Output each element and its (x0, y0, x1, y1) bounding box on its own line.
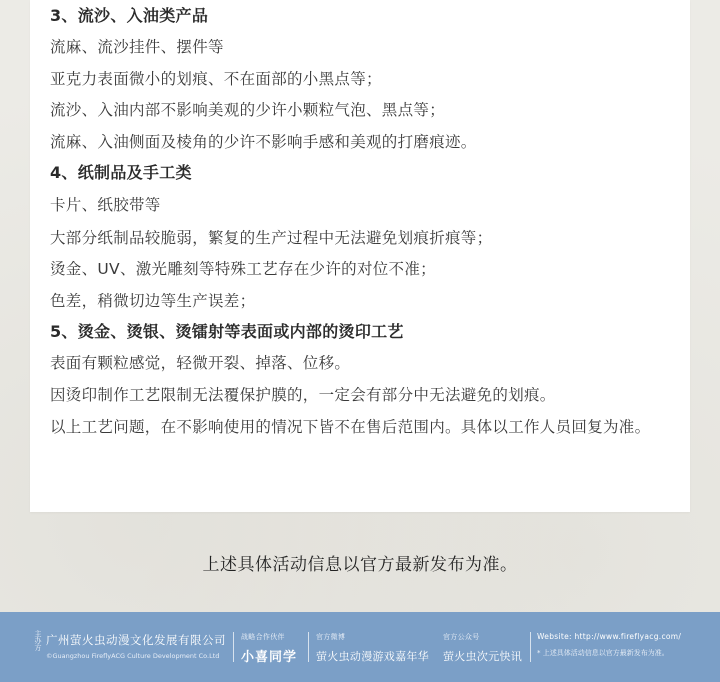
weibo-block[interactable] (316, 632, 429, 664)
section-heading-3: 3、流沙、入油类产品 (50, 6, 209, 25)
wechat-block[interactable] (443, 632, 522, 664)
content-line: 流麻、入油侧面及棱角的少许不影响手感和美观的打磨痕迹。 (50, 133, 477, 151)
company-name-en: ©Guangzhou FireflyACG Culture Development Co.Ltd (46, 652, 220, 660)
footer-divider (530, 632, 531, 662)
wechat-name[interactable]: 萤火虫次元快讯 (443, 650, 523, 663)
content-line: 烫金、UV、激光雕刻等特殊工艺存在少许的对位不准； (50, 260, 436, 278)
content-line: 因烫印制作工艺限制无法覆保护膜的，一定会有部分中无法避免的划痕。 (50, 386, 556, 404)
website-block (537, 632, 681, 658)
content-line: 表面有颗粒感觉，轻微开裂、掉落、位移。 (50, 354, 351, 372)
wechat-label: 官方公众号 (443, 633, 480, 641)
footer (0, 612, 720, 682)
partner-block (241, 632, 297, 665)
content-line: 亚克力表面微小的划痕、不在面部的小黑点等； (50, 70, 382, 88)
content-line: 卡片、纸胶带等 (50, 196, 161, 214)
partner-logo: 小喜同学 (241, 650, 298, 665)
footer-divider (233, 632, 234, 662)
company-name-cn: 广州萤火虫动漫文化发展有限公司 (46, 633, 226, 647)
partner-label: 战略合作伙伴 (241, 633, 285, 641)
content-line: 流麻、流沙挂件、摆件等 (50, 38, 224, 56)
section-heading-4: 4、纸制品及手工类 (50, 163, 192, 182)
company-block (46, 632, 226, 660)
section-heading-5: 5、烫金、烫银、烫镭射等表面或内部的烫印工艺 (50, 322, 404, 341)
content-line: 以上工艺问题，在不影响使用的情况下皆不在售后范围内。具体以工作人员回复为准。 (50, 418, 651, 436)
content-line: 大部分纸制品较脆弱，繁复的生产过程中无法避免划痕折痕等； (50, 229, 493, 247)
sponsor-tag: 主办方 (34, 630, 42, 651)
website-link[interactable]: Website: http://www.fireflyacg.com/ (537, 632, 682, 641)
footer-disclaimer: * 上述具体活动信息以官方最新发布为准。 (537, 649, 669, 657)
content-line: 流沙、入油内部不影响美观的少许小颗粒气泡、黑点等； (50, 101, 446, 119)
content-line: 色差，稍微切边等生产误差； (50, 292, 256, 310)
notice-text: 上述具体活动信息以官方最新发布为准。 (202, 555, 518, 575)
footer-divider (308, 632, 309, 662)
weibo-name[interactable]: 萤火虫动漫游戏嘉年华 (316, 650, 429, 663)
weibo-label: 官方微博 (316, 633, 346, 641)
